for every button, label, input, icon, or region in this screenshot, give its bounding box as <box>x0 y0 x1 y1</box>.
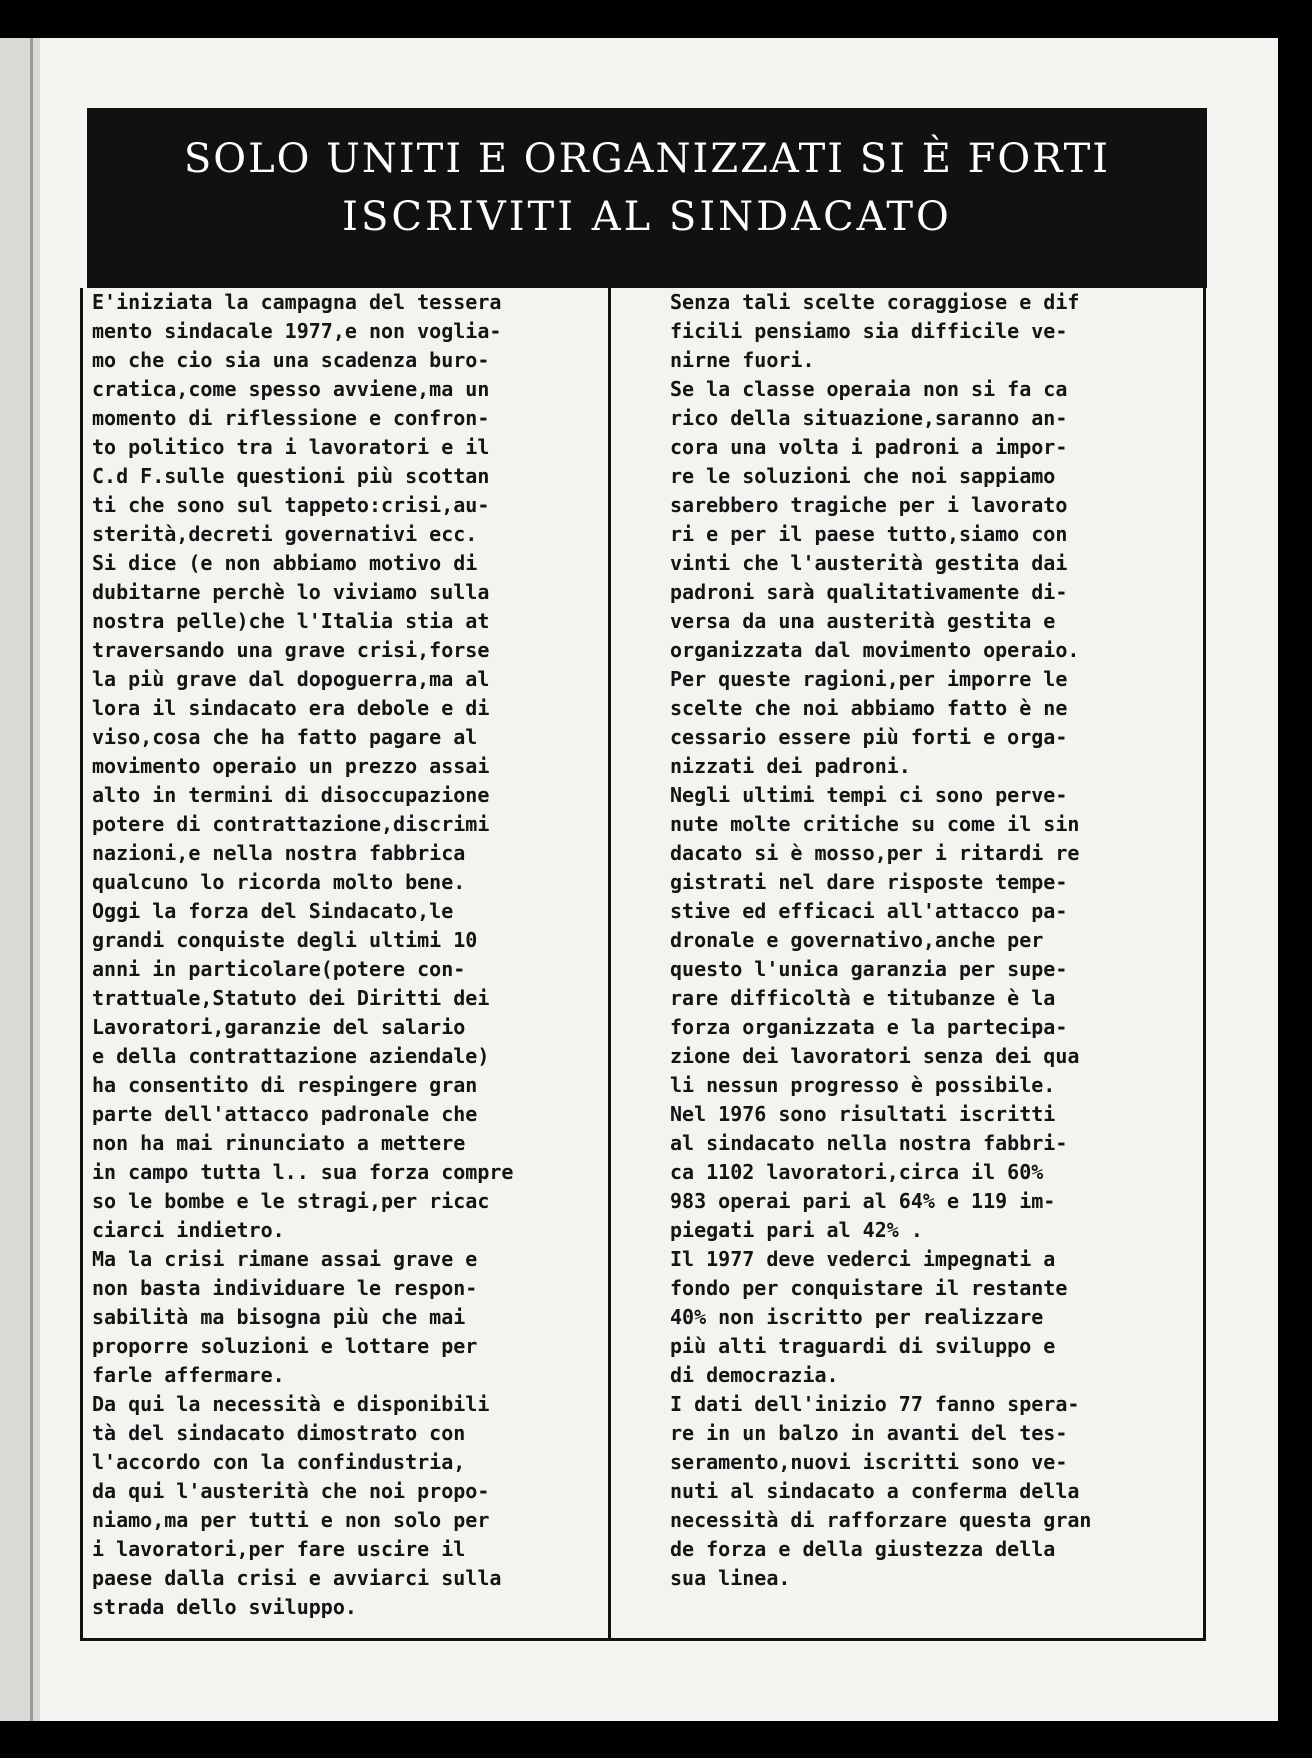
article-text-line: Il 1977 deve vederci impegnati a <box>670 1247 1056 1271</box>
article-text-line: potere di contrattazione,discrimi <box>92 812 490 836</box>
article-text-line: non basta individuare le respon- <box>92 1276 478 1300</box>
article-text-line: Si dice (e non abbiamo motivo di <box>92 551 478 575</box>
article-text-line: vinti che l'austerità gestita dai <box>670 551 1068 575</box>
article-left-column <box>92 288 602 1622</box>
article-text-line: tà del sindacato dimostrato con <box>92 1421 466 1445</box>
article-text-line: Lavoratori,garanzie del salario <box>92 1015 466 1039</box>
article-text-line: lora il sindacato era debole e di <box>92 696 490 720</box>
article-text-line: ciarci indietro. <box>92 1218 285 1242</box>
article-text-line: paese dalla crisi e avviarci sulla <box>92 1566 502 1590</box>
column-divider <box>608 288 611 1641</box>
article-text-line: Per queste ragioni,per imporre le <box>670 667 1068 691</box>
article-text-line: stive ed efficaci all'attacco pa- <box>670 899 1068 923</box>
article-text-line: 983 operai pari al 64% e 119 im- <box>670 1189 1056 1213</box>
article-text-line: qualcuno lo ricorda molto bene. <box>92 870 466 894</box>
article-text-line: più alti traguardi di sviluppo e <box>670 1334 1056 1358</box>
article-right-column <box>670 288 1200 1593</box>
binding-edge <box>30 38 33 1721</box>
article-text-line: dubitarne perchè lo viviamo sulla <box>92 580 490 604</box>
headline-line-2: ISCRIVITI AL SINDACATO <box>342 194 952 240</box>
article-text-line: fondo per conquistare il restante <box>670 1276 1068 1300</box>
article-text-line: padroni sarà qualitativamente di- <box>670 580 1068 604</box>
article-text-line: re le soluzioni che noi sappiamo <box>670 464 1056 488</box>
article-text-line: strada dello sviluppo. <box>92 1595 357 1619</box>
headline-line-1: SOLO UNITI E ORGANIZZATI SI È FORTI <box>183 136 1111 182</box>
article-text-line: nizzati dei padroni. <box>670 754 911 778</box>
article-text-line: piegati pari al 42% . <box>670 1218 923 1242</box>
headline-banner <box>87 108 1207 288</box>
article-text-line: de forza e della giustezza della <box>670 1537 1056 1561</box>
article-text-line: l'accordo con la confindustria, <box>92 1450 466 1474</box>
article-text-line: sterità,decreti governativi ecc. <box>92 522 478 546</box>
article-text-line: necessità di rafforzare questa gran <box>670 1508 1092 1532</box>
article-text-line: I dati dell'inizio 77 fanno spera- <box>670 1392 1080 1416</box>
article-text-line: Senza tali scelte coraggiose e dif <box>670 290 1080 314</box>
article-text-line: cora una volta i padroni a impor- <box>670 435 1068 459</box>
article-text-line: cratica,come spesso avviene,ma un <box>92 377 490 401</box>
article-text-line: E'iniziata la campagna del tessera <box>92 290 502 314</box>
article-text-line: movimento operaio un prezzo assai <box>92 754 490 778</box>
article-text-line: la più grave dal dopoguerra,ma al <box>92 667 490 691</box>
article-text-line: sabilità ma bisogna più che mai <box>92 1305 466 1329</box>
article-text-line: li nessun progresso è possibile. <box>670 1073 1056 1097</box>
article-text-line: farle affermare. <box>92 1363 285 1387</box>
article-text-line: forza organizzata e la partecipa- <box>670 1015 1068 1039</box>
article-text-line: non ha mai rinunciato a mettere <box>92 1131 466 1155</box>
article-text-line: mo che cio sia una scadenza buro- <box>92 348 490 372</box>
article-text-line: Oggi la forza del Sindacato,le <box>92 899 454 923</box>
article-text-line: traversando una grave crisi,forse <box>92 638 490 662</box>
article-text-line: anni in particolare(potere con- <box>92 957 466 981</box>
article-text-line: i lavoratori,per fare uscire il <box>92 1537 466 1561</box>
article-text-line: mento sindacale 1977,e non voglia- <box>92 319 502 343</box>
article-text-line: e della contrattazione aziendale) <box>92 1044 490 1068</box>
article-text-line: versa da una austerità gestita e <box>670 609 1056 633</box>
article-text-line: re in un balzo in avanti del tes- <box>670 1421 1068 1445</box>
article-text-line: sua linea. <box>670 1566 791 1590</box>
article-text-line: al sindacato nella nostra fabbri- <box>670 1131 1068 1155</box>
article-text-line: dacato si è mosso,per i ritardi re <box>670 841 1080 865</box>
article-text-line: alto in termini di disoccupazione <box>92 783 490 807</box>
article-text-line: organizzata dal movimento operaio. <box>670 638 1080 662</box>
article-text-line: Negli ultimi tempi ci sono perve- <box>670 783 1068 807</box>
article-text-line: scelte che noi abbiamo fatto è ne <box>670 696 1068 720</box>
article-text-line: nostra pelle)che l'Italia stia at <box>92 609 490 633</box>
article-text-line: 40% non iscritto per realizzare <box>670 1305 1044 1329</box>
article-text-line: ha consentito di respingere gran <box>92 1073 478 1097</box>
article-text-line: viso,cosa che ha fatto pagare al <box>92 725 478 749</box>
article-text-line: to politico tra i lavoratori e il <box>92 435 490 459</box>
article-text-line: proporre soluzioni e lottare per <box>92 1334 478 1358</box>
article-text-line: in campo tutta l.. sua forza compre <box>92 1160 514 1184</box>
article-text-line: gistrati nel dare risposte tempe- <box>670 870 1068 894</box>
article-text-line: Se la classe operaia non si fa ca <box>670 377 1068 401</box>
article-text-line: ri e per il paese tutto,siamo con <box>670 522 1068 546</box>
article-text-line: trattuale,Statuto dei Diritti dei <box>92 986 490 1010</box>
article-text-line: dronale e governativo,anche per <box>670 928 1044 952</box>
article-text-line: ca 1102 lavoratori,circa il 60% <box>670 1160 1044 1184</box>
article-text-line: nuti al sindacato a conferma della <box>670 1479 1080 1503</box>
article-text-line: so le bombe e le stragi,per ricac <box>92 1189 490 1213</box>
article-text-line: Nel 1976 sono risultati iscritti <box>670 1102 1056 1126</box>
article-text-line: parte dell'attacco padronale che <box>92 1102 478 1126</box>
article-text-line: zione dei lavoratori senza dei qua <box>670 1044 1080 1068</box>
article-text-line: di democrazia. <box>670 1363 839 1387</box>
article-text-line: seramento,nuovi iscritti sono ve- <box>670 1450 1068 1474</box>
article-text-line: cessario essere più forti e orga- <box>670 725 1068 749</box>
article-text-line: ti che sono sul tappeto:crisi,au- <box>92 493 490 517</box>
article-text-line: ficili pensiamo sia difficile ve- <box>670 319 1068 343</box>
article-text-line: questo l'unica garanzia per supe- <box>670 957 1068 981</box>
article-text-line: momento di riflessione e confron- <box>92 406 490 430</box>
scan-left-margin <box>0 38 40 1721</box>
article-text-line: sarebbero tragiche per i lavorato <box>670 493 1068 517</box>
article-text-line: C.d F.sulle questioni più scottan <box>92 464 490 488</box>
article-text-line: niamo,ma per tutti e non solo per <box>92 1508 490 1532</box>
article-text-line: rare difficoltà e titubanze è la <box>670 986 1056 1010</box>
article-text-line: Ma la crisi rimane assai grave e <box>92 1247 478 1271</box>
article-text-line: nute molte critiche su come il sin <box>670 812 1080 836</box>
article-text-line: rico della situazione,saranno an- <box>670 406 1068 430</box>
article-text-line: nazioni,e nella nostra fabbrica <box>92 841 466 865</box>
article-text-line: da qui l'austerità che noi propo- <box>92 1479 490 1503</box>
article-text-line: nirne fuori. <box>670 348 815 372</box>
article-text-line: Da qui la necessità e disponibili <box>92 1392 490 1416</box>
article-text-line: grandi conquiste degli ultimi 10 <box>92 928 478 952</box>
